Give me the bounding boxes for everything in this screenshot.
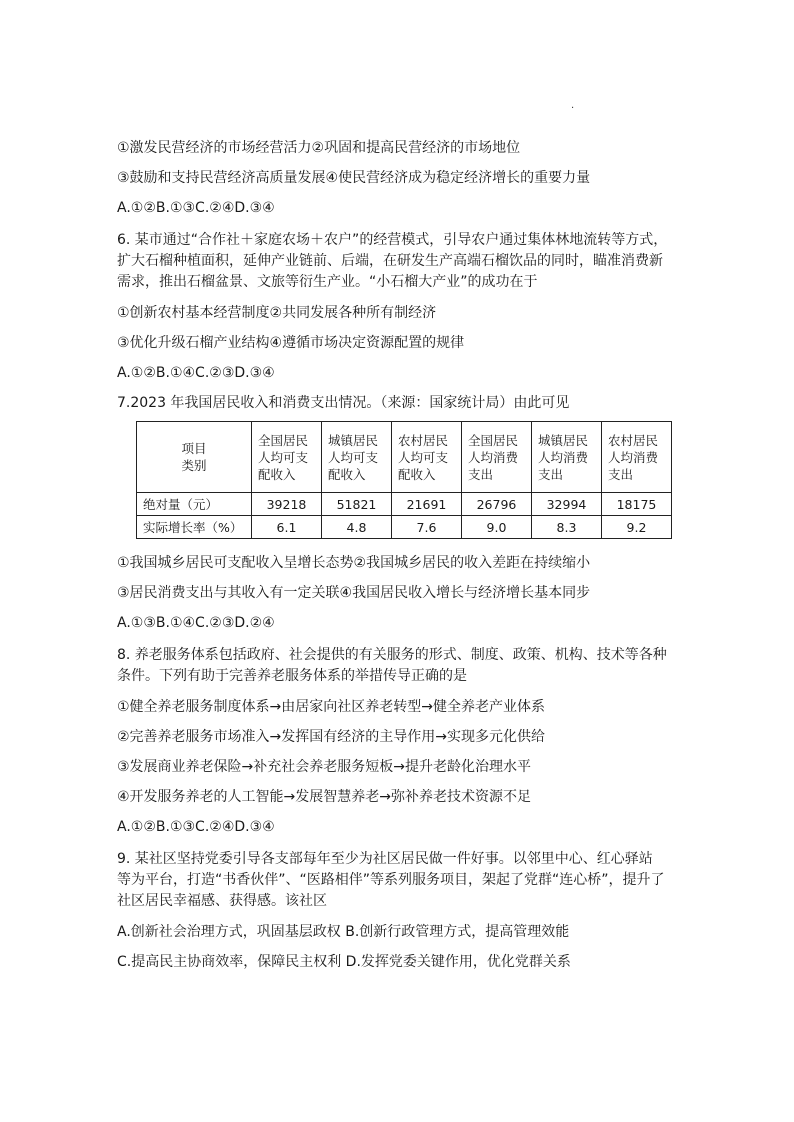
header-line: 配收入 [328,466,366,482]
header-line: 人均可支 [398,449,449,465]
table-cell: 39218 [252,493,322,516]
q5-choices: A.①②B.①③C.②④D.③④ [117,200,275,216]
table-cell: 8.3 [532,516,602,539]
table-row [137,493,672,516]
table-header-cell [532,422,602,493]
header-line: 城镇居民 [538,432,589,448]
header-line: 人均消费 [608,449,659,465]
table-cell: 21691 [392,493,462,516]
table-cell: 7.6 [392,516,462,539]
row-label: 实际增长率（%） [137,516,252,539]
q7-stem: 7.2023 年我国居民收入和消费支出情况。（来源：国家统计局）由此可见 [117,395,570,411]
table-header-cell [252,422,322,493]
q8-stem [117,645,677,687]
q5-options-1: ①激发民营经济的市场经营活力②巩固和提高民营经济的市场地位 [117,140,521,156]
q9-stem-line: 9. 某社区坚持党委引导各支部每年至少为社区居民做一件好事。以邻里中心、红心驿站 [117,851,653,867]
q6-stem [117,230,677,293]
q8-choices: A.①②B.①③C.②④D.③④ [117,819,275,835]
corner-bottom: 类别 [181,458,207,473]
header-line: 人均可支 [328,449,379,465]
q9-stem-line: 等为平台，打造“书香伙伴”、“医路相伴”等系列服务项目，架起了党群“连心桥”，提升了 [117,872,665,888]
table-header-cell [462,422,532,493]
header-line: 全国居民 [468,432,519,448]
table-cell: 51821 [322,493,392,516]
q8-option-2: ②完善养老服务市场准入→发挥国有经济的主导作用→实现多元化供给 [117,729,546,745]
q8-stem-line: 条件。下列有助于完善养老服务体系的举措传导正确的是 [117,668,467,684]
table-header-cell [602,422,672,493]
table-cell: 26796 [462,493,532,516]
row-label: 绝对量（元） [137,493,252,516]
header-line: 全国居民 [258,432,309,448]
header-line: 人均可支 [258,449,309,465]
table-corner-cell [137,422,252,493]
income-table [136,421,672,539]
table-header-cell [322,422,392,493]
q7-options-1: ①我国城乡居民可支配收入呈增长态势②我国城乡居民的收入差距在持续缩小 [117,555,591,571]
q8-option-1: ①健全养老服务制度体系→由居家向社区养老转型→健全养老产业体系 [117,699,546,715]
header-line: 配收入 [258,466,296,482]
header-line: 农村居民 [608,432,659,448]
q6-choices: A.①②B.①④C.②③D.③④ [117,365,275,381]
q9-choices-2: C.提高民主协商效率，保障民主权利 D.发挥党委关键作用，优化党群关系 [117,954,571,970]
table-row [137,516,672,539]
q7-options-2: ③居民消费支出与其收入有一定关联④我国居民收入增长与经济增长基本同步 [117,585,591,601]
q9-stem [117,849,677,912]
q8-option-4: ④开发服务养老的人工智能→发展智慧养老→弥补养老技术资源不足 [117,789,532,805]
table-cell: 4.8 [322,516,392,539]
scan-dot: . [571,100,575,111]
exam-page [117,138,677,972]
q9-choices-1: A.创新社会治理方式，巩固基层政权 B.创新行政管理方式，提高管理效能 [117,924,570,940]
q9-stem-line: 社区居民幸福感、获得感。该社区 [117,893,327,909]
table-cell: 32994 [532,493,602,516]
q6-stem-line: 扩大石榴种植面积，延伸产业链前、后端，在研发生产高端石榴饮品的同时，瞄准消费新 [117,253,663,269]
q6-options-2: ③优化升级石榴产业结构④遵循市场决定资源配置的规律 [117,335,465,351]
table-cell: 18175 [602,493,672,516]
q8-stem-line: 8. 养老服务体系包括政府、社会提供的有关服务的形式、制度、政策、机构、技术等各种 [117,647,667,663]
table-cell: 9.0 [462,516,532,539]
header-line: 支出 [538,466,564,482]
q6-options-1: ①创新农村基本经营制度②共同发展各种所有制经济 [117,305,437,321]
table-cell: 9.2 [602,516,672,539]
q6-stem-line: 需求，推出石榴盆景、文旅等衍生产业。“小石榴大产业”的成功在于 [117,274,538,290]
header-line: 配收入 [398,466,436,482]
table-header-row [137,422,672,493]
q7-choices: A.①③B.①④C.②③D.②④ [117,615,275,631]
header-line: 人均消费 [538,449,589,465]
q6-stem-line: 6. 某市通过“合作社＋家庭农场＋农户”的经营模式，引导农户通过集体林地流转等方式， [117,232,668,248]
corner-top: 项目 [181,441,207,456]
header-line: 人均消费 [468,449,519,465]
header-line: 农村居民 [398,432,449,448]
header-line: 城镇居民 [328,432,379,448]
q8-option-3: ③发展商业养老保险→补充社会养老服务短板→提升老龄化治理水平 [117,759,532,775]
table-cell: 6.1 [252,516,322,539]
header-line: 支出 [608,466,634,482]
header-line: 支出 [468,466,494,482]
table-header-cell [392,422,462,493]
q5-options-2: ③鼓励和支持民营经济高质量发展④使民营经济成为稳定经济增长的重要力量 [117,170,591,186]
